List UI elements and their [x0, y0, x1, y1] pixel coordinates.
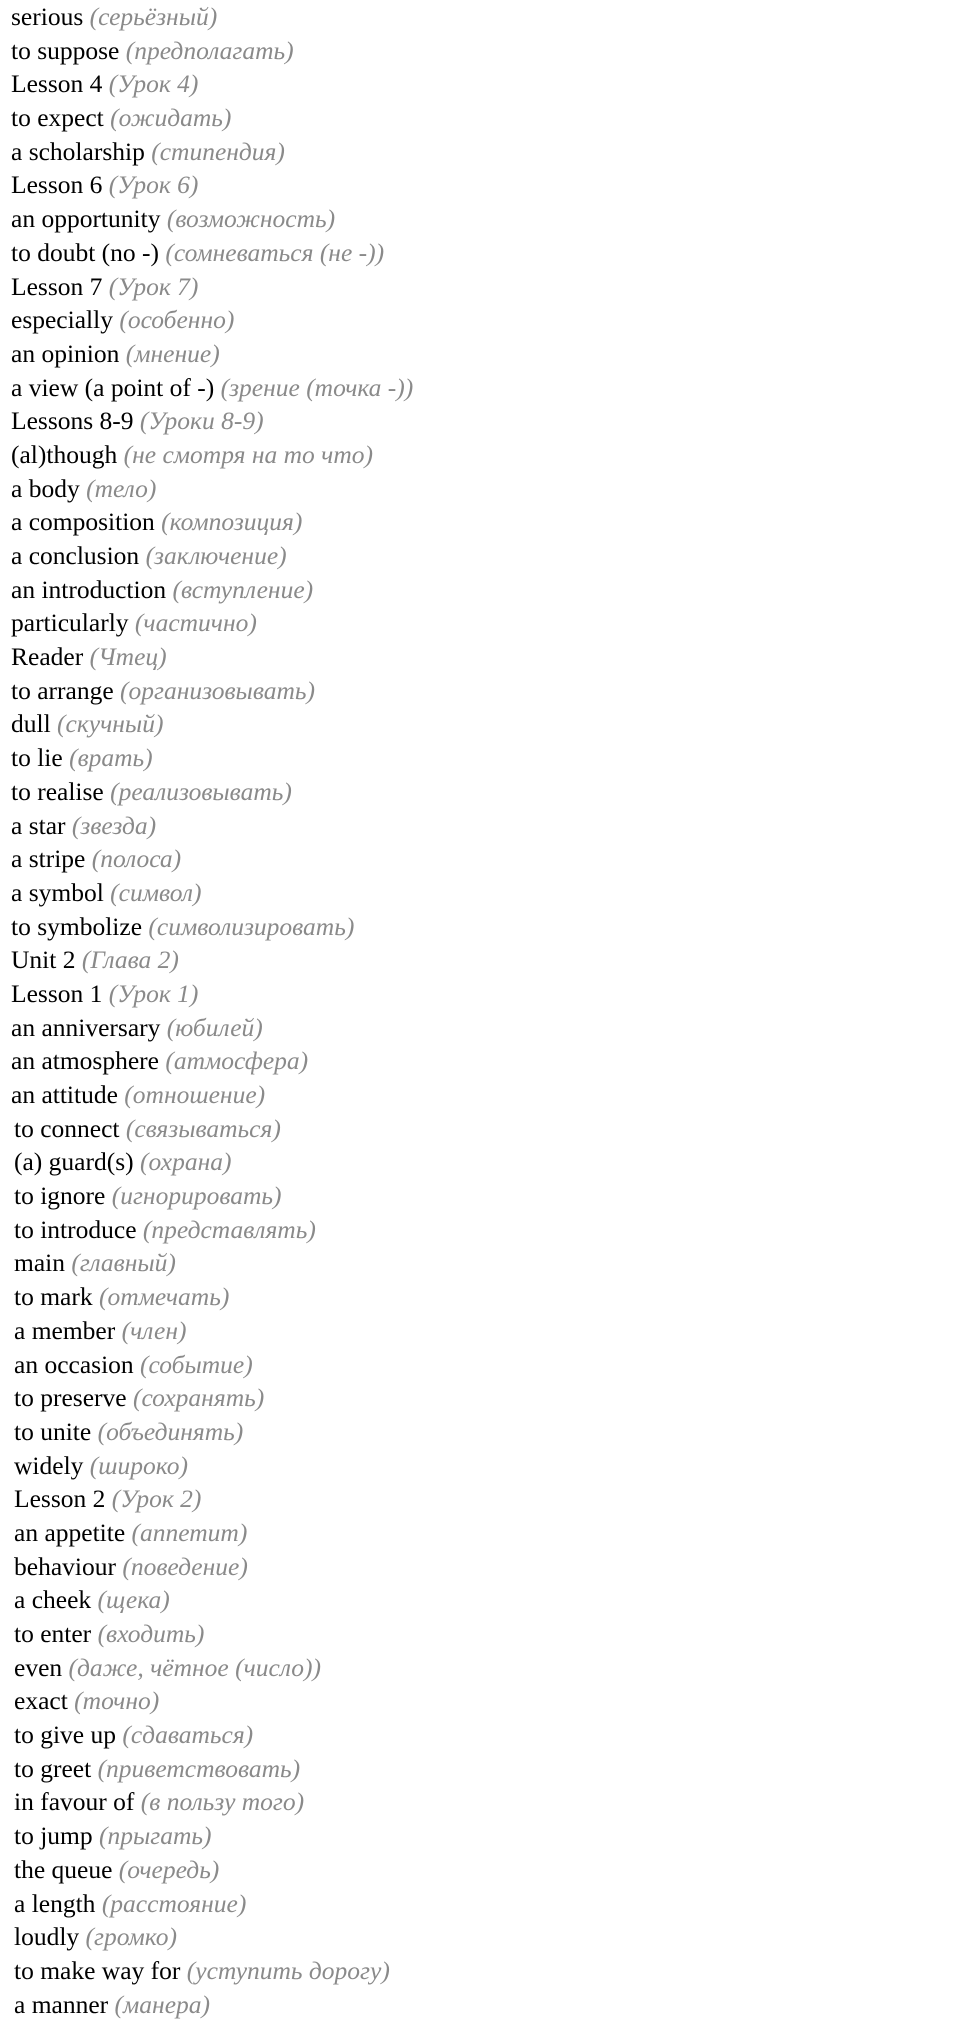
vocab-translation: (широко): [89, 1450, 188, 1480]
vocab-translation: (щека): [97, 1585, 170, 1615]
vocab-term: dull: [11, 709, 51, 739]
vocab-entry: [0, 1988, 960, 2022]
vocab-translation: (зрение (точка -)): [220, 372, 414, 402]
vocab-term: Lesson 4: [11, 69, 103, 99]
vocab-translation: (символ): [110, 877, 202, 907]
vocab-term: an opinion: [11, 338, 120, 368]
vocab-entry: [0, 1078, 960, 1112]
vocab-entry: [0, 775, 960, 809]
vocab-term: Reader: [11, 642, 84, 672]
vocab-term: to mark: [14, 1282, 93, 1312]
vocab-term: a scholarship: [11, 136, 145, 166]
vocab-entry: [0, 707, 960, 741]
vocab-term: loudly: [14, 1922, 80, 1952]
vocab-term: a conclusion: [11, 541, 140, 570]
vocab-term: Lessons 8-9: [11, 406, 134, 436]
vocab-entry: [0, 842, 960, 876]
vocab-entry: [0, 337, 960, 371]
vocab-entry: [0, 539, 960, 573]
vocab-term: an occasion: [14, 1349, 134, 1379]
vocab-term: to connect: [14, 1113, 120, 1143]
vocab-translation: (аппетит): [131, 1517, 248, 1547]
vocab-translation: (входить): [97, 1619, 205, 1648]
vocab-entry: [0, 1179, 960, 1213]
vocab-translation: (объединять): [97, 1416, 244, 1446]
vocab-translation: (возможность): [166, 204, 336, 234]
vocab-translation: (сохранять): [132, 1383, 265, 1413]
vocab-entry: [0, 1348, 960, 1382]
vocab-entry: [0, 67, 960, 101]
vocab-entry: [0, 34, 960, 68]
vocab-term: to lie: [11, 743, 63, 773]
vocab-translation: (прыгать): [99, 1821, 212, 1851]
vocab-term: Unit 2: [11, 945, 76, 975]
vocab-translation: (скучный): [57, 709, 164, 739]
vocab-translation: (врать): [69, 743, 153, 773]
vocab-translation: (очередь): [118, 1854, 220, 1884]
vocab-term: to expect: [11, 103, 104, 133]
vocab-term: a stripe: [11, 844, 86, 874]
vocab-translation: (Урок 7): [108, 271, 199, 301]
vocab-translation: (манера): [114, 1989, 211, 2019]
vocab-translation: (член): [121, 1315, 187, 1345]
vocab-term: an appetite: [14, 1517, 126, 1547]
vocab-translation: (Чтец): [89, 642, 167, 672]
vocab-term: Lesson 7: [11, 271, 103, 301]
vocab-translation: (даже, чётное (число)): [68, 1652, 321, 1682]
vocab-translation: (композиция): [161, 507, 303, 537]
vocab-entry: [0, 1785, 960, 1819]
vocab-translation: (атмосфера): [165, 1046, 309, 1076]
vocab-translation: (уступить дорогу): [186, 1955, 390, 1985]
vocab-translation: (звезда): [71, 810, 157, 840]
vocab-term: to give up: [14, 1720, 116, 1750]
vocab-entry: [0, 202, 960, 236]
vocab-translation: (игнорировать): [111, 1181, 282, 1211]
vocab-translation: (охрана): [140, 1147, 232, 1177]
vocab-entry: [0, 1280, 960, 1314]
vocab-entry: [0, 1415, 960, 1449]
vocab-translation: (Урок 2): [111, 1484, 202, 1514]
vocab-translation: (полоса): [91, 844, 182, 874]
vocab-term: a cheek: [14, 1585, 92, 1615]
vocab-translation: (символизировать): [148, 911, 355, 941]
vocab-translation: (точно): [74, 1686, 160, 1716]
vocab-term: to doubt (no -): [11, 237, 160, 267]
vocab-translation: (вступление): [172, 574, 314, 604]
vocab-term: to suppose: [11, 35, 120, 65]
vocab-term: a body: [11, 473, 80, 503]
vocab-term: to arrange: [11, 675, 114, 705]
vocab-term: a member: [14, 1315, 116, 1345]
vocab-entry: [0, 1516, 960, 1550]
vocab-entry: [0, 1246, 960, 1280]
vocab-entry: [0, 303, 960, 337]
vocab-term: a star: [11, 810, 66, 840]
vocab-entry: [0, 977, 960, 1011]
vocab-translation: (связываться): [125, 1113, 281, 1143]
vocab-entry: [0, 1684, 960, 1718]
vocab-entry: [0, 876, 960, 910]
vocab-entry: [0, 1920, 960, 1954]
vocab-term: main: [14, 1248, 65, 1278]
vocab-translation: (стипендия): [151, 136, 285, 166]
vocab-term: the queue: [14, 1854, 113, 1884]
vocab-term: a composition: [11, 507, 155, 537]
vocab-translation: (Урок 4): [108, 69, 199, 99]
vocab-term: an anniversary: [11, 1012, 161, 1042]
vocab-term: to jump: [14, 1821, 93, 1851]
vocab-entry: [0, 1583, 960, 1617]
vocab-term: particularly: [11, 608, 129, 638]
vocab-translation: (Урок 6): [108, 170, 199, 200]
vocab-translation: (реализовывать): [110, 776, 292, 806]
vocab-term: especially: [11, 305, 113, 335]
vocab-term: serious: [11, 2, 84, 31]
vocab-entry: [0, 438, 960, 472]
vocab-term: to make way for: [14, 1955, 181, 1985]
vocab-translation: (особенно): [119, 305, 235, 335]
vocab-translation: (серьёзный): [89, 2, 218, 31]
vocab-term: to greet: [14, 1753, 92, 1783]
vocab-translation: (сомневаться (не -)): [165, 237, 385, 267]
vocab-entry: [0, 910, 960, 944]
vocab-term: a length: [14, 1888, 96, 1918]
vocab-entry: [0, 809, 960, 843]
vocab-translation: (сдаваться): [122, 1720, 254, 1750]
vocab-translation: (в пользу того): [140, 1787, 305, 1817]
vocab-translation: (Глава 2): [81, 945, 179, 975]
vocab-entry: [0, 1112, 960, 1146]
vocab-term: exact: [14, 1686, 68, 1716]
vocab-translation: (главный): [71, 1248, 176, 1278]
vocab-entry: [0, 1381, 960, 1415]
vocab-term: Lesson 2: [14, 1484, 106, 1514]
vocab-term: a symbol: [11, 877, 104, 907]
vocab-entry: [0, 606, 960, 640]
vocab-entry: [0, 1011, 960, 1045]
vocab-translation: (не смотря на то что): [123, 439, 373, 469]
vocab-translation: (поведение): [122, 1551, 248, 1581]
vocab-translation: (частично): [134, 608, 257, 638]
vocab-translation: (заключение): [145, 541, 287, 570]
vocab-entry: [0, 270, 960, 304]
vocab-entry: [0, 1617, 960, 1651]
vocab-term: to ignore: [14, 1181, 106, 1211]
vocab-entry: [0, 943, 960, 977]
vocab-translation: (представлять): [142, 1214, 316, 1244]
vocab-translation: (юбилей): [166, 1012, 263, 1042]
vocab-term: an opportunity: [11, 204, 161, 234]
vocab-entry: [0, 1954, 960, 1988]
vocab-term: Lesson 6: [11, 170, 103, 200]
vocab-term: Lesson 1: [11, 978, 103, 1008]
vocab-translation: (громко): [85, 1922, 177, 1952]
vocab-entry: [0, 168, 960, 202]
vocab-translation: (приветствовать): [97, 1753, 301, 1783]
vocab-entry: [0, 741, 960, 775]
vocab-entry: [0, 135, 960, 169]
vocab-entry: [0, 236, 960, 270]
vocab-term: to unite: [14, 1416, 92, 1446]
vocab-entry: [0, 1482, 960, 1516]
vocab-entry: [0, 1550, 960, 1584]
vocab-term: to symbolize: [11, 911, 143, 941]
vocab-translation: (событие): [140, 1349, 253, 1379]
vocab-entry: [0, 1718, 960, 1752]
vocab-term: an introduction: [11, 574, 167, 604]
vocab-entry: [0, 1651, 960, 1685]
vocab-entry: [0, 1044, 960, 1078]
vocab-translation: (тело): [86, 473, 157, 503]
vocab-term: to realise: [11, 776, 104, 806]
vocab-entry: [0, 505, 960, 539]
vocab-entry: [0, 371, 960, 405]
vocab-term: to preserve: [14, 1383, 127, 1413]
vocab-term: an atmosphere: [11, 1046, 159, 1076]
vocab-term: behaviour: [14, 1551, 116, 1581]
vocab-term: (al)though: [11, 439, 118, 469]
vocab-entry: [0, 1752, 960, 1786]
vocab-entry: [0, 1145, 960, 1179]
vocab-term: to introduce: [14, 1214, 137, 1244]
vocab-entry: [0, 1449, 960, 1483]
vocab-term: a manner: [14, 1989, 109, 2019]
vocab-entry: [0, 573, 960, 607]
vocab-term: an attitude: [11, 1080, 118, 1109]
vocab-entry: [0, 674, 960, 708]
vocab-entry: [0, 472, 960, 506]
vocab-term: (a) guard(s): [14, 1147, 134, 1177]
vocab-translation: (расстояние): [101, 1888, 247, 1918]
vocab-term: widely: [14, 1450, 84, 1480]
vocab-translation: (отмечать): [98, 1282, 230, 1312]
vocab-translation: (организовывать): [120, 675, 315, 705]
vocab-entry: [0, 1213, 960, 1247]
vocab-term: to enter: [14, 1619, 92, 1648]
vocab-translation: (Уроки 8-9): [139, 406, 264, 436]
vocab-term: even: [14, 1652, 63, 1682]
vocab-entry: [0, 1819, 960, 1853]
vocab-entry: [0, 101, 960, 135]
vocab-term: in favour of: [14, 1787, 135, 1817]
vocab-translation: (ожидать): [110, 103, 232, 133]
vocab-entry: [0, 640, 960, 674]
vocab-entry: [0, 404, 960, 438]
vocab-translation: (предполагать): [125, 35, 294, 65]
vocab-entry: [0, 1853, 960, 1887]
vocab-term: a view (a point of -): [11, 372, 215, 402]
vocab-entry: [0, 1314, 960, 1348]
vocab-translation: (Урок 1): [108, 978, 199, 1008]
vocab-entry: [0, 1887, 960, 1921]
vocab-entry: [0, 0, 960, 34]
vocab-translation: (мнение): [125, 338, 220, 368]
vocab-translation: (отношение): [124, 1080, 266, 1109]
